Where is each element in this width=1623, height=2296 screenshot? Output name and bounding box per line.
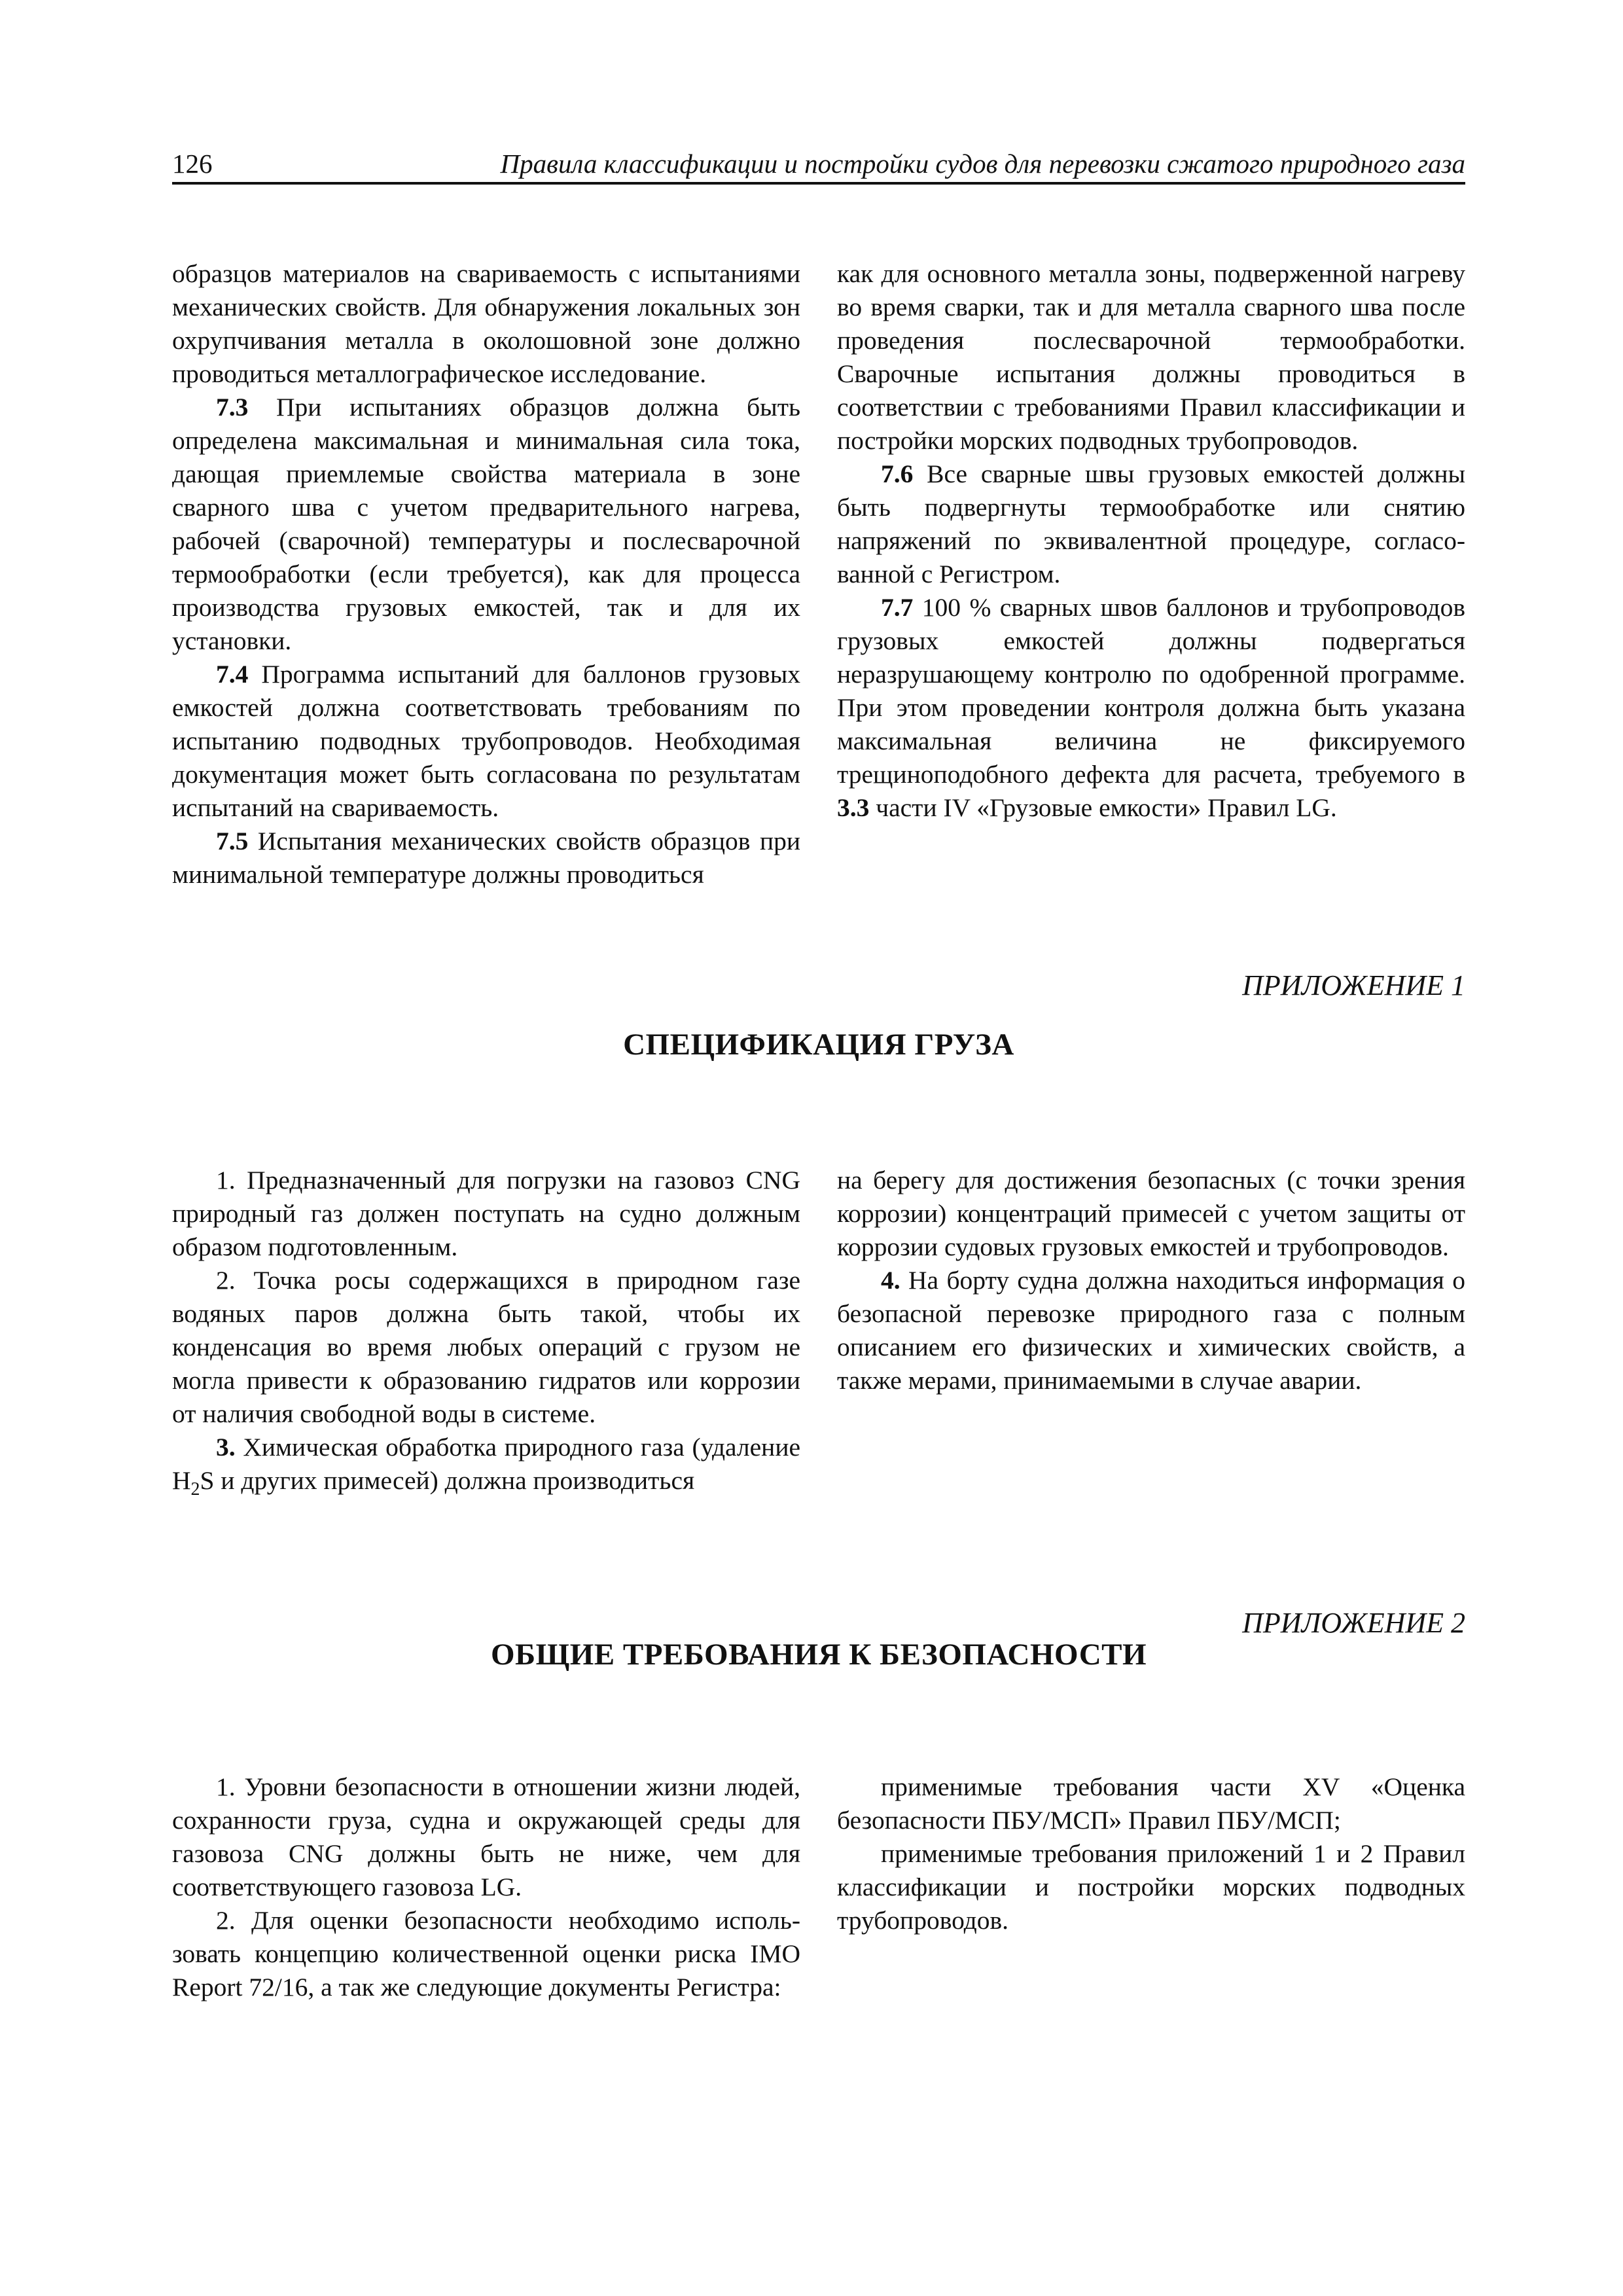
paragraph-text: На борту судна должна находиться информация о безопасной перевозке природного газа с полным описанием его физических и химических свойств, а также мерами, принимаемыми в случае аварии.: [837, 1266, 1465, 1395]
paragraph-text: Химическая обработка природного газа (удаление H: [172, 1433, 800, 1495]
paragraph-7-5: [172, 825, 800, 891]
paragraph-text: Испытания механических свойств образцов при минимальной температуре должны проводиться: [172, 827, 800, 889]
appendix1-right-column: [837, 1164, 1465, 1397]
paragraph: на берегу для достижения безопасных (с точки зрения коррозии) концентраций примесей с учетом защиты от коррозии судовых грузовых емкостей и трубопроводов.: [837, 1166, 1465, 1261]
page-number: 126: [172, 149, 213, 179]
paragraph-1: 1. Уровни безопасности в отношении жизни людей, сохранности груза, судна и окружающей среды для газовоза CNG должны быть не ниже, чем для соответствующего газовоза LG.: [172, 1772, 800, 1901]
clause-number: 7.3: [216, 393, 249, 422]
paragraph-7-3: [172, 391, 800, 658]
section7-right-column: [837, 257, 1465, 825]
paragraph-7-4: [172, 658, 800, 825]
appendix-1-label: ПРИЛОЖЕНИЕ 1: [1242, 969, 1465, 1001]
running-title: Правила классификации и постройки судов для перевозки сжатого природного газа: [500, 149, 1465, 179]
paragraph-2: 2. Для оценки безопасности необходимо использовать концепцию количественной оценки риска IMO Report 72/16, а так же следующие документы Регистра:: [172, 1906, 800, 2001]
paragraph-text: При испытаниях образцов должна быть определена максимальная и минимальная сила тока, дающая приемлемые свойства материала в зоне сварного шва с учетом предварительного нагрева, рабочей (сварочной) температуры и послесварочной термообработки (если требуется), как для процесса производства грузовых емкостей, так и для их установки.: [172, 393, 800, 655]
paragraph: применимые требования части XV «Оценка безопасности ПБУ/МСП» Правил ПБУ/МСП;: [837, 1772, 1465, 1835]
paragraph-text: Программа испытаний для баллонов грузовых емкостей должна соответствовать требованиям по испытанию подводных трубопроводов. Необходимая документация может быть согласована по результатам испытаний на свариваемость.: [172, 660, 800, 822]
paragraph-7-7: [837, 591, 1465, 825]
header-rule: [172, 182, 1465, 185]
paragraph-text: 100 % сварных швов баллонов и трубопроводов грузовых емкостей должны подвергаться неразрушающему контролю по одобренной программе. При этом проведении контроля должна быть указана максимальная величина не фиксируемого трещиноподобного дефекта для расчета, требуемого в: [837, 593, 1465, 789]
paragraph-1: 1. Предназначенный для погрузки на газовоз CNG природный газ должен поступать на судно должным образом подготовленным.: [172, 1166, 800, 1261]
clause-number: 7.7: [881, 593, 914, 622]
running-header: [172, 145, 1465, 182]
paragraph-3: [172, 1431, 800, 1498]
clause-number: 4.: [881, 1266, 901, 1295]
clause-number: 7.5: [216, 827, 249, 855]
paragraph-4: [837, 1264, 1465, 1397]
appendix2-left-column: [172, 1770, 800, 2004]
appendix-2-label: ПРИЛОЖЕНИЕ 2: [1242, 1607, 1465, 1639]
clause-number: 7.4: [216, 660, 249, 689]
subscript: 2: [190, 1479, 200, 1499]
paragraph-text: S и других примесей) должна производиться: [200, 1466, 695, 1495]
paragraph: как для основного металла зоны, подверженной нагреву во время сварки, так и для металла сварного шва после проведения послесварочной термообработки. Сварочные испытания должны проводиться в соответствии с требованиями Правил классификации и постройки морских подводных трубопроводов.: [837, 259, 1465, 455]
paragraph: применимые требования приложений 1 и 2 Правил классификации и постройки морских подводных трубопроводов.: [837, 1839, 1465, 1935]
cross-reference: 3.3: [837, 793, 870, 822]
paragraph-text: Все сварные швы грузовых емкостей должны быть подвергнуты термообработке или снятию напряжений по эквивалентной процедуре, согласованной с Регистром.: [837, 459, 1465, 588]
appendix1-left-column: [172, 1164, 800, 1498]
appendix-2-title: ОБЩИЕ ТРЕБОВАНИЯ К БЕЗОПАСНОСТИ: [490, 1638, 1147, 1672]
paragraph-7-6: [837, 457, 1465, 591]
clause-number: 3.: [216, 1433, 236, 1462]
appendix-1-title: СПЕЦИФИКАЦИЯ ГРУЗА: [623, 1028, 1014, 1062]
section7-left-column: [172, 257, 800, 891]
paragraph: образцов материалов на свариваемость с испытаниями механических свойств. Для обнаружения локальных зон охрупчивания металла в околошовной зоне должно проводиться металлографическое исследование.: [172, 259, 800, 388]
appendix2-right-column: [837, 1770, 1465, 1937]
paragraph-2: 2. Точка росы содержащихся в природном газе водяных паров должна быть такой, чтобы их конденсация во время любых операций с грузом не могла привести к образованию гидратов или коррозии от наличия свободной воды в системе.: [172, 1266, 800, 1428]
clause-number: 7.6: [881, 459, 914, 488]
paragraph-text: части IV «Грузовые емкости» Правил LG.: [869, 793, 1337, 822]
